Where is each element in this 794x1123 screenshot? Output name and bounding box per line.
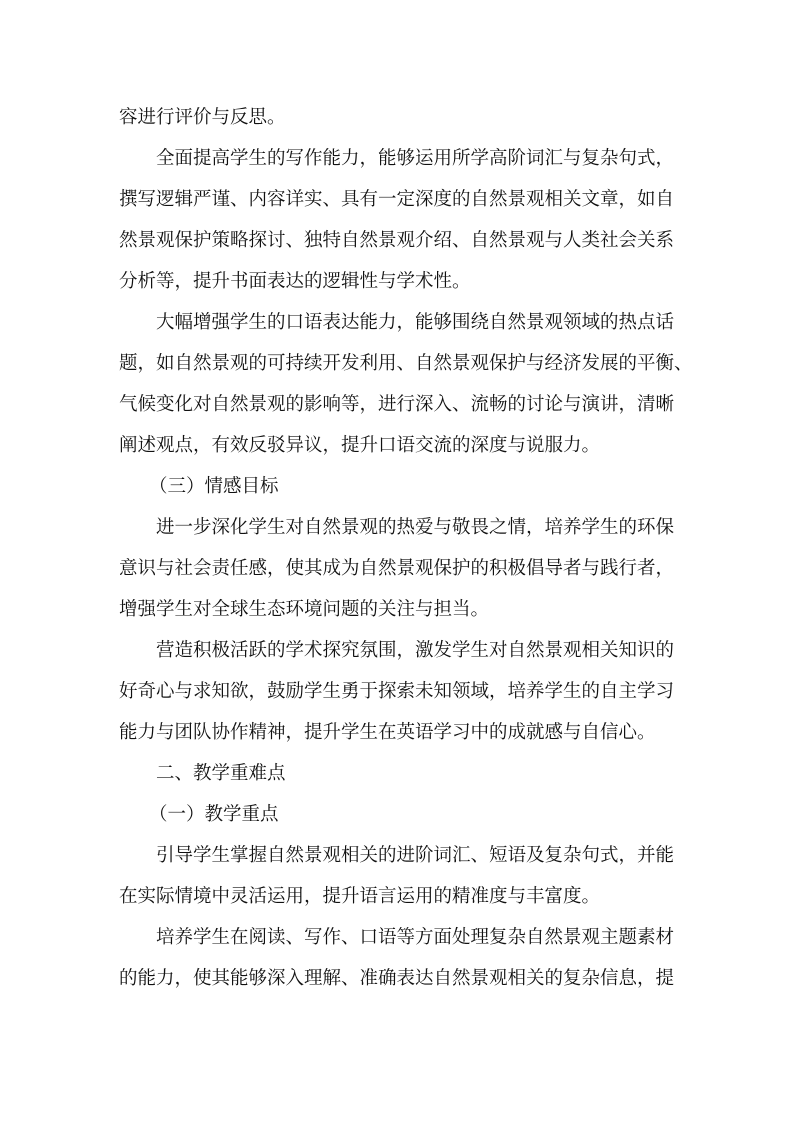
text-line: 容进行评价与反思。 <box>119 107 286 128</box>
text-line: 撰写逻辑严谨、内容详实、具有一定深度的自然景观相关文章，如自 <box>119 189 675 210</box>
text-line: 能力与团队协作精神，提升学生在英语学习中的成就感与自信心。 <box>119 722 656 743</box>
section-heading: （三）情感目标 <box>149 476 279 497</box>
text-line: 引导学生掌握自然景观相关的进阶词汇、短语及复杂句式，并能 <box>156 845 675 866</box>
section-heading: 二、教学重难点 <box>156 763 286 784</box>
text-line: 分析等，提升书面表达的逻辑性与学术性。 <box>119 271 471 292</box>
text-line: 进一步深化学生对自然景观的热爱与敬畏之情，培养学生的环保 <box>156 517 675 538</box>
text-line: 在实际情境中灵活运用，提升语言运用的精准度与丰富度。 <box>119 886 601 907</box>
text-line: 题，如自然景观的可持续开发利用、自然景观保护与经济发展的平衡、 <box>119 353 693 374</box>
text-line: 意识与社会责任感，使其成为自然景观保护的积极倡导者与践行者， <box>119 558 675 579</box>
section-heading: （一）教学重点 <box>149 804 279 825</box>
text-line: 气候变化对自然景观的影响等，进行深入、流畅的讨论与演讲，清晰 <box>119 394 675 415</box>
text-line: 增强学生对全球生态环境问题的关注与担当。 <box>119 599 490 620</box>
text-line: 培养学生在阅读、写作、口语等方面处理复杂自然景观主题素材 <box>156 927 675 948</box>
text-line: 然景观保护策略探讨、独特自然景观介绍、自然景观与人类社会关系 <box>119 230 675 251</box>
text-line: 阐述观点，有效反驳异议，提升口语交流的深度与说服力。 <box>119 435 601 456</box>
text-line: 大幅增强学生的口语表达能力，能够围绕自然景观领域的热点话 <box>156 312 675 333</box>
text-line: 好奇心与求知欲，鼓励学生勇于探索未知领域，培养学生的自主学习 <box>119 681 675 702</box>
text-line: 全面提高学生的写作能力，能够运用所学高阶词汇与复杂句式， <box>156 148 675 169</box>
text-line: 的能力，使其能够深入理解、准确表达自然景观相关的复杂信息，提 <box>119 968 675 989</box>
text-line: 营造积极活跃的学术探究氛围，激发学生对自然景观相关知识的 <box>156 640 675 661</box>
